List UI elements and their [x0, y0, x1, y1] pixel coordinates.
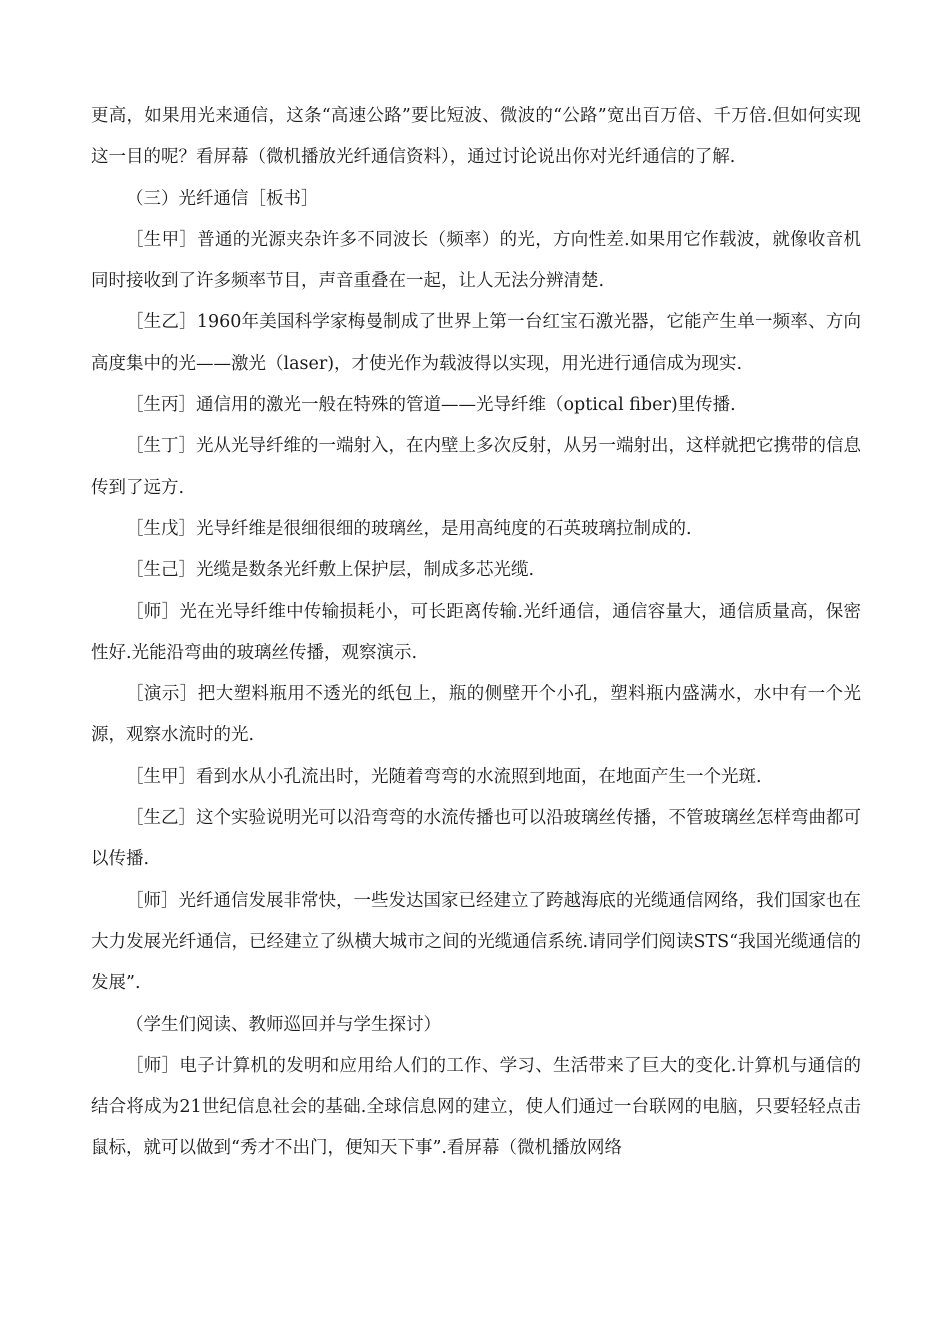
paragraph: ［演示］把大塑料瓶用不透光的纸包上，瓶的侧壁开个小孔，塑料瓶内盛满水，水中有一个光源，观察水流时的光.: [91, 684, 861, 746]
paragraph: ［生乙］1960年美国科学家梅曼制成了世界上第一台红宝石激光器，它能产生单一频率、方向高度集中的光——激光（laser)，才使光作为载波得以实现，用光进行通信成为现实.: [91, 312, 861, 374]
paragraph: ［师］光在光导纤维中传输损耗小，可长距离传输.光纤通信，通信容量大，通信质量高，保密性好.光能沿弯曲的玻璃丝传播，观察演示.: [91, 601, 861, 663]
paragraph-stage-direction: （学生们阅读、教师巡回并与学生探讨）: [126, 1014, 441, 1035]
section-heading: （三）光纤通信［板书］: [126, 188, 319, 209]
paragraph: ［生甲］普通的光源夹杂许多不同波长（频率）的光，方向性差.如果用它作载波，就像收音机同时接收到了许多频率节目，声音重叠在一起，让人无法分辨清楚.: [91, 229, 861, 292]
paragraph: ［生戊］光导纤维是很细很细的玻璃丝，是用高纯度的石英玻璃拉制成的.: [126, 518, 692, 539]
paragraph: ［师］光纤通信发展非常快，一些发达国家已经建立了跨越海底的光缆通信网络，我们国家也在大力发展光纤通信，已经建立了纵横大城市之间的光缆通信系统.请同学们阅读STS“我国光缆通信的发展”.: [91, 890, 861, 994]
paragraph-continuation: 更高，如果用光来通信，这条“高速公路”要比短波、微波的“公路”宽出百万倍、千万倍.但如何实现这一目的呢？看屏幕（微机播放光纤通信资料），通过讨论说出你对光纤通信的了解.: [91, 106, 861, 168]
paragraph: ［生甲］看到水从小孔流出时，光随着弯弯的水流照到地面，在地面产生一个光斑.: [126, 766, 762, 787]
document-page: [91, 96, 861, 1170]
paragraph: ［师］电子计算机的发明和应用给人们的工作、学习、生活带来了巨大的变化.计算机与通信的结合将成为21世纪信息社会的基础.全球信息网的建立，使人们通过一台联网的电脑，只要轻轻点击鼠标，就可以做到“秀才不出门，便知天下事”.看屏幕（微机播放网络: [91, 1055, 861, 1159]
paragraph: ［生己］光缆是数条光纤敷上保护层，制成多芯光缆.: [126, 560, 535, 581]
paragraph: ［生丙］通信用的激光一般在特殊的管道——光导纤维（optical fiber)里传播.: [126, 395, 736, 416]
paragraph: ［生乙］这个实验说明光可以沿弯弯的水流传播也可以沿玻璃丝传播，不管玻璃丝怎样弯曲都可以传播.: [91, 808, 861, 870]
paragraph: ［生丁］光从光导纤维的一端射入，在内壁上多次反射，从另一端射出，这样就把它携带的信息传到了远方.: [91, 436, 861, 498]
